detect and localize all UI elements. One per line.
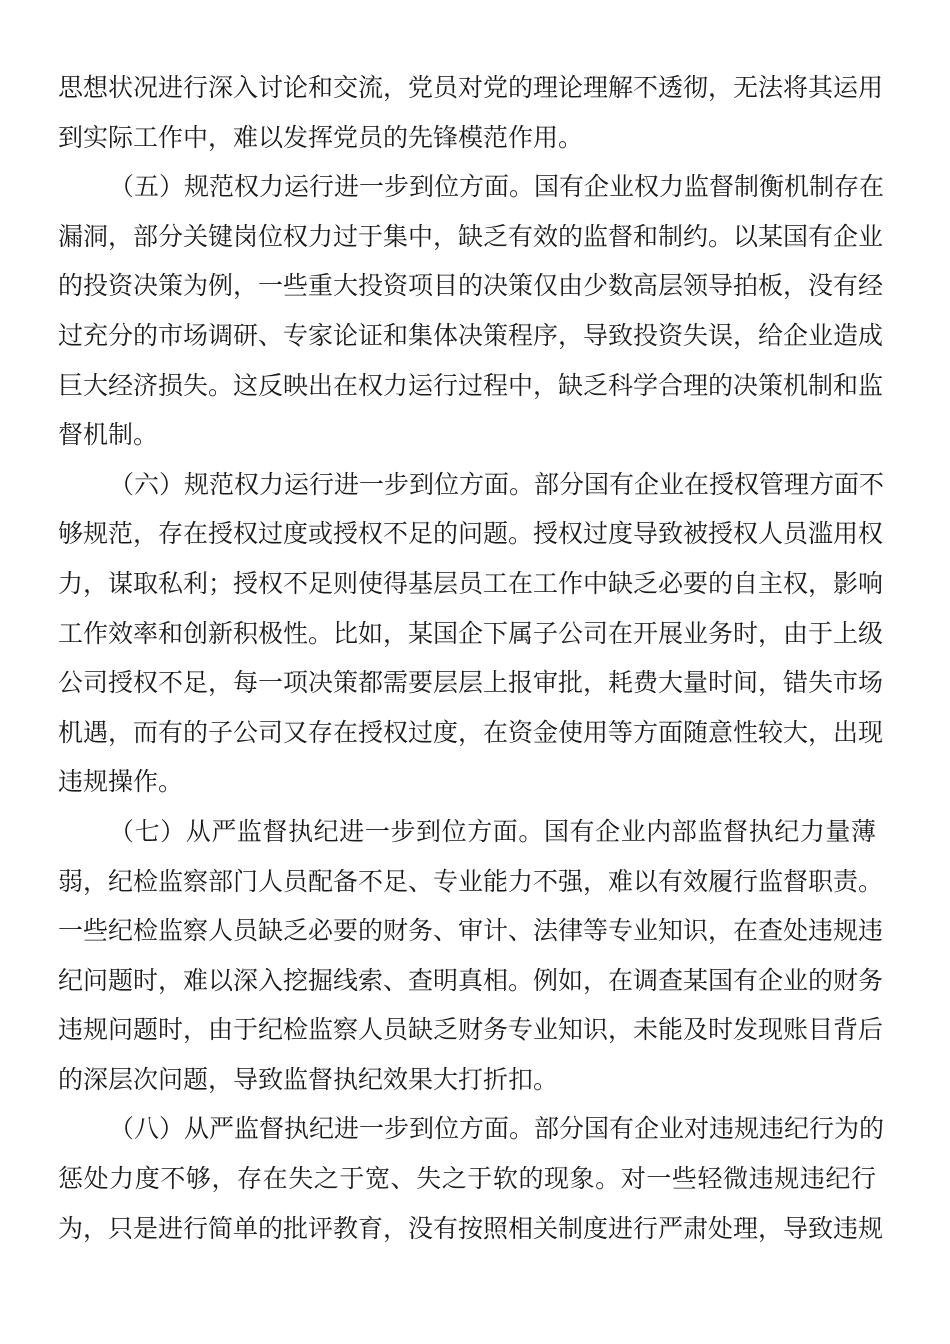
text-line: （六）规范权力运行进一步到位方面。部分国有企业在授权管理方面不	[109, 469, 885, 499]
text-line: 过充分的市场调研、专家论证和集体决策程序，导致投资失误，给企业造成	[58, 320, 884, 350]
document-page	[58, 63, 885, 1253]
text-line: 公司授权不足，每一项决策都需要层层上报审批，耗费大量时间，错失市场	[58, 668, 884, 698]
text-line: 违规操作。	[58, 767, 184, 797]
text-line: 到实际工作中，难以发挥党员的先锋模范作用。	[58, 122, 584, 152]
text-line: 机遇，而有的子公司又存在授权过度，在资金使用等方面随意性较大，出现	[58, 717, 884, 747]
text-line: 弱，纪检监察部门人员配备不足、专业能力不强，难以有效履行监督职责。	[58, 866, 884, 896]
paragraph-section-5	[58, 162, 885, 460]
text-line: 为，只是进行简单的批评教育，没有按照相关制度进行严肃处理，导致违规	[58, 1213, 884, 1243]
paragraph-section-7	[58, 807, 884, 1105]
text-line: （五）规范权力运行进一步到位方面。国有企业权力监督制衡机制存在	[109, 172, 885, 202]
paragraph-section-8	[58, 1104, 885, 1253]
text-line: 漏洞，部分关键岗位权力过于集中，缺乏有效的监督和制约。以某国有企业	[58, 221, 884, 251]
text-line: 工作效率和创新积极性。比如，某国企下属子公司在开展业务时，由于上级	[58, 618, 884, 648]
text-line: 纪问题时，难以深入挖掘线索、查明真相。例如，在调查某国有企业的财务	[58, 965, 884, 995]
text-line: 违规问题时，由于纪检监察人员缺乏财务专业知识，未能及时发现账目背后	[58, 1015, 884, 1045]
text-line: （八）从严监督执纪进一步到位方面。部分国有企业对违规违纪行为的	[109, 1114, 885, 1144]
text-line: 力，谋取私利；授权不足则使得基层员工在工作中缺乏必要的自主权，影响	[58, 568, 884, 598]
text-line: （七）从严监督执纪进一步到位方面。国有企业内部监督执纪力量薄	[109, 816, 876, 846]
paragraph-section-6	[58, 460, 885, 807]
text-line: 一些纪检监察人员缺乏必要的财务、审计、法律等专业知识，在查处违规违	[58, 916, 884, 946]
text-line: 的投资决策为例，一些重大投资项目的决策仅由少数高层领导拍板，没有经	[58, 271, 884, 301]
text-line: 惩处力度不够，存在失之于宽、失之于软的现象。对一些轻微违规违纪行	[58, 1164, 876, 1194]
text-line: 思想状况进行深入讨论和交流，党员对党的理论理解不透彻，无法将其运用	[58, 73, 884, 102]
text-line: 督机制。	[58, 420, 159, 450]
text-line: 巨大经济损失。这反映出在权力运行过程中，缺乏科学合理的决策机制和监	[58, 370, 884, 400]
text-line: 的深层次问题，导致监督执纪效果大打折扣。	[58, 1064, 559, 1094]
text-line: 够规范，存在授权过度或授权不足的问题。授权过度导致被授权人员滥用权	[58, 519, 884, 549]
paragraph-continuation	[58, 63, 884, 162]
